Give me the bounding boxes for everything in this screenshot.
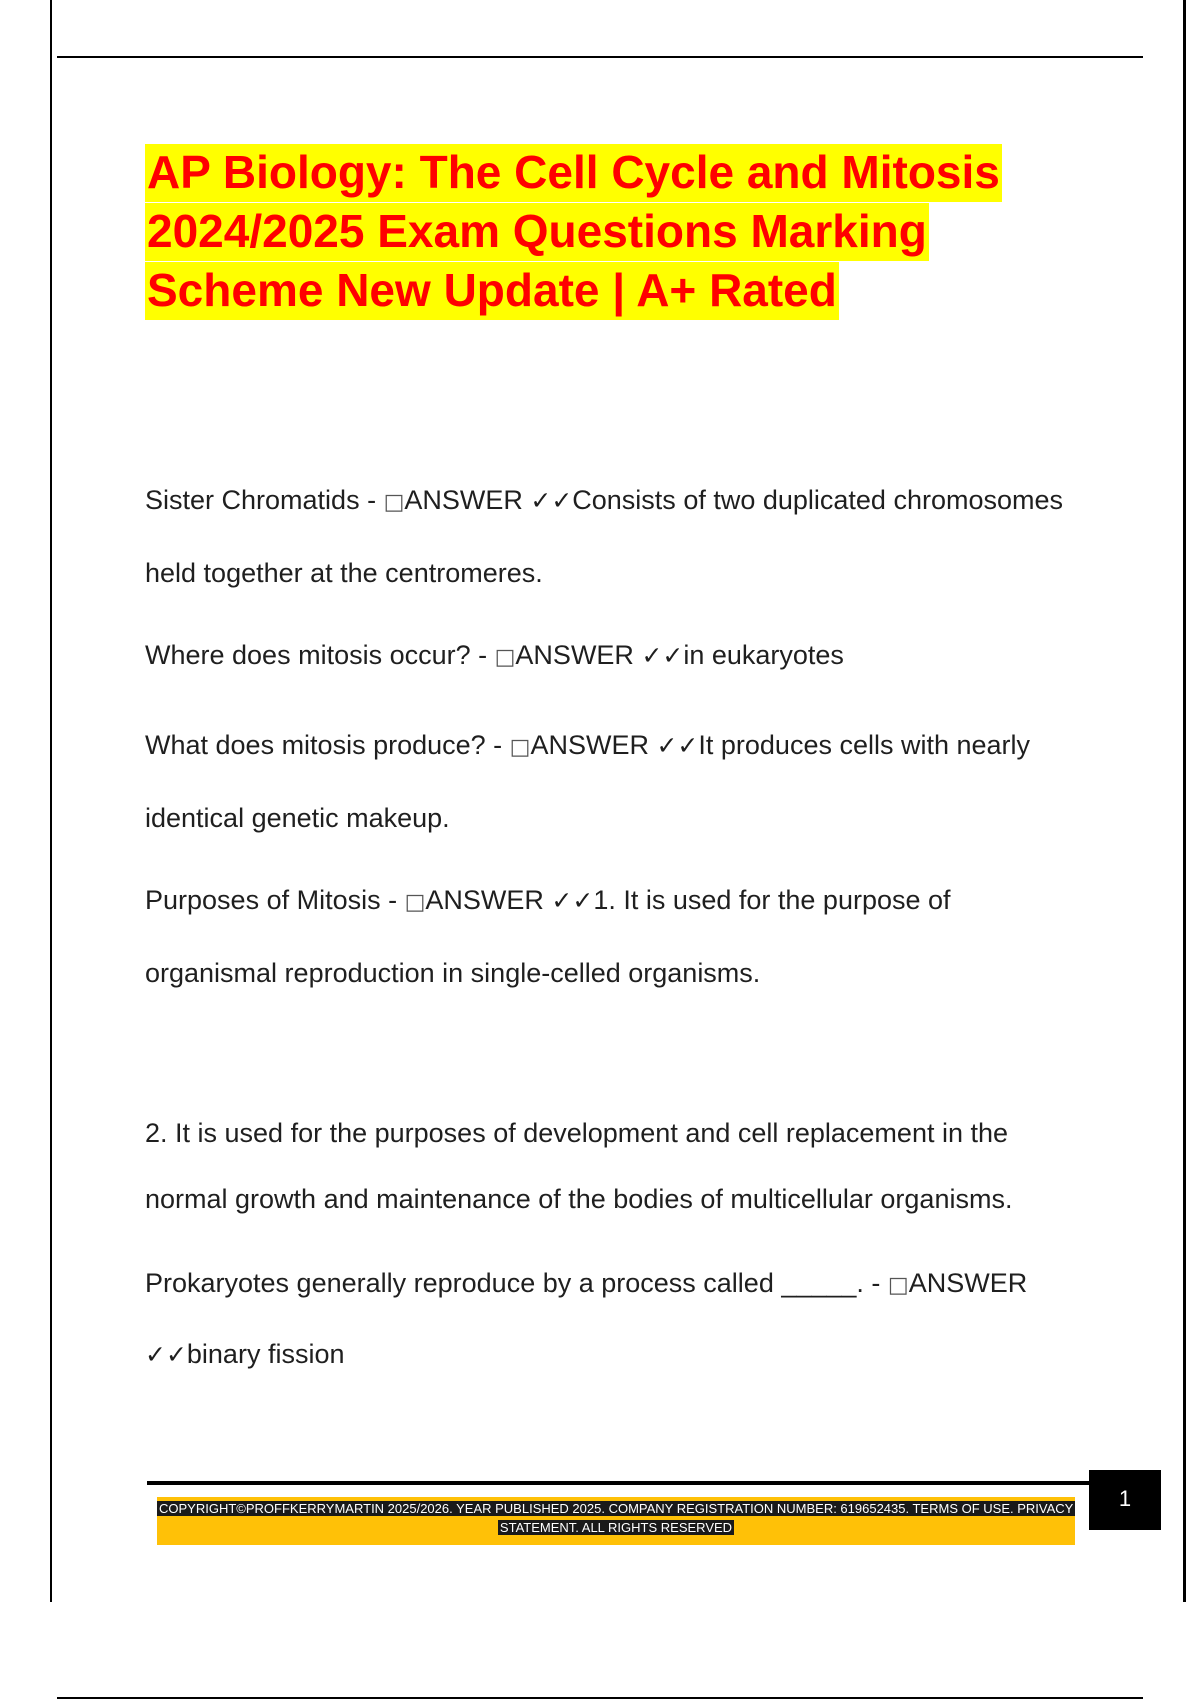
missing-glyph-icon: □ — [509, 735, 531, 760]
qa-question: Purposes of Mitosis - — [145, 885, 405, 915]
copyright-text: COPYRIGHT©PROFFKERRYMARTIN 2025/2026. YEAR PUBLISHED 2025. COMPANY REGISTRATION NUMBER: 619652435. TERMS OF USE. PRIVACY STATEMENT. ALL RIGHTS RESERVED — [159, 1501, 1074, 1535]
continuation-paragraph: 2. It is used for the purposes of development and cell replacement in the normal growth and maintenance of the bodies of multicellular organisms. — [145, 1118, 1013, 1214]
document-title — [145, 143, 1085, 320]
next-page-top-rule — [57, 1697, 1143, 1699]
qa-answer: in eukaryotes — [683, 640, 844, 670]
qa-question: Where does mitosis occur? - — [145, 640, 495, 670]
page-border-left — [50, 0, 52, 1602]
double-check-icon: ✓✓ — [641, 641, 684, 670]
qa-answer: It produces cells with nearly identical genetic makeup. — [145, 730, 1031, 833]
page-border-right — [1183, 0, 1186, 1602]
qa-question: What does mitosis produce? - — [145, 730, 510, 760]
qa-answer: Consists of two duplicated chromosomes held together at the centromeres. — [145, 485, 1064, 588]
qa-answer-label: ANSWER — [404, 485, 531, 515]
qa-answer: 1. It is used for the purpose of organismal reproduction in single-celled organisms. — [145, 885, 951, 988]
double-check-icon: ✓✓ — [145, 1340, 187, 1369]
missing-glyph-icon: □ — [494, 645, 516, 670]
missing-glyph-icon: □ — [404, 890, 426, 915]
qa-item-mitosis-purposes — [145, 865, 1085, 1008]
page-number: 1 — [1089, 1470, 1161, 1530]
double-check-icon: ✓✓ — [530, 486, 573, 515]
qa-item-mitosis-location — [145, 620, 1085, 693]
qa-answer-label: ANSWER — [530, 730, 657, 760]
double-check-icon: ✓✓ — [656, 731, 699, 760]
double-check-icon: ✓✓ — [551, 886, 594, 915]
document-title-text: AP Biology: The Cell Cycle and Mitosis 2024/2025 Exam Questions Marking Scheme New Update | A+ Rated — [145, 144, 1002, 320]
qa-item-prokaryote-reproduction — [145, 1249, 1085, 1389]
qa-item-sister-chromatids — [145, 465, 1085, 608]
header-rule — [57, 56, 1143, 58]
qa-item-mitosis-product — [145, 710, 1085, 853]
qa-answer-label: ANSWER — [908, 1268, 1028, 1298]
qa-answer-label: ANSWER — [515, 640, 642, 670]
missing-glyph-icon: □ — [887, 1273, 909, 1298]
qa-answer: binary fission — [186, 1339, 345, 1369]
qa-answer-label: ANSWER — [425, 885, 552, 915]
missing-glyph-icon: □ — [383, 490, 405, 515]
qa-question: Sister Chromatids - — [145, 485, 384, 515]
copyright-banner — [157, 1497, 1075, 1545]
qa-question: Prokaryotes generally reproduce by a process called _____. - — [145, 1268, 888, 1298]
footer-rule — [147, 1481, 1090, 1485]
